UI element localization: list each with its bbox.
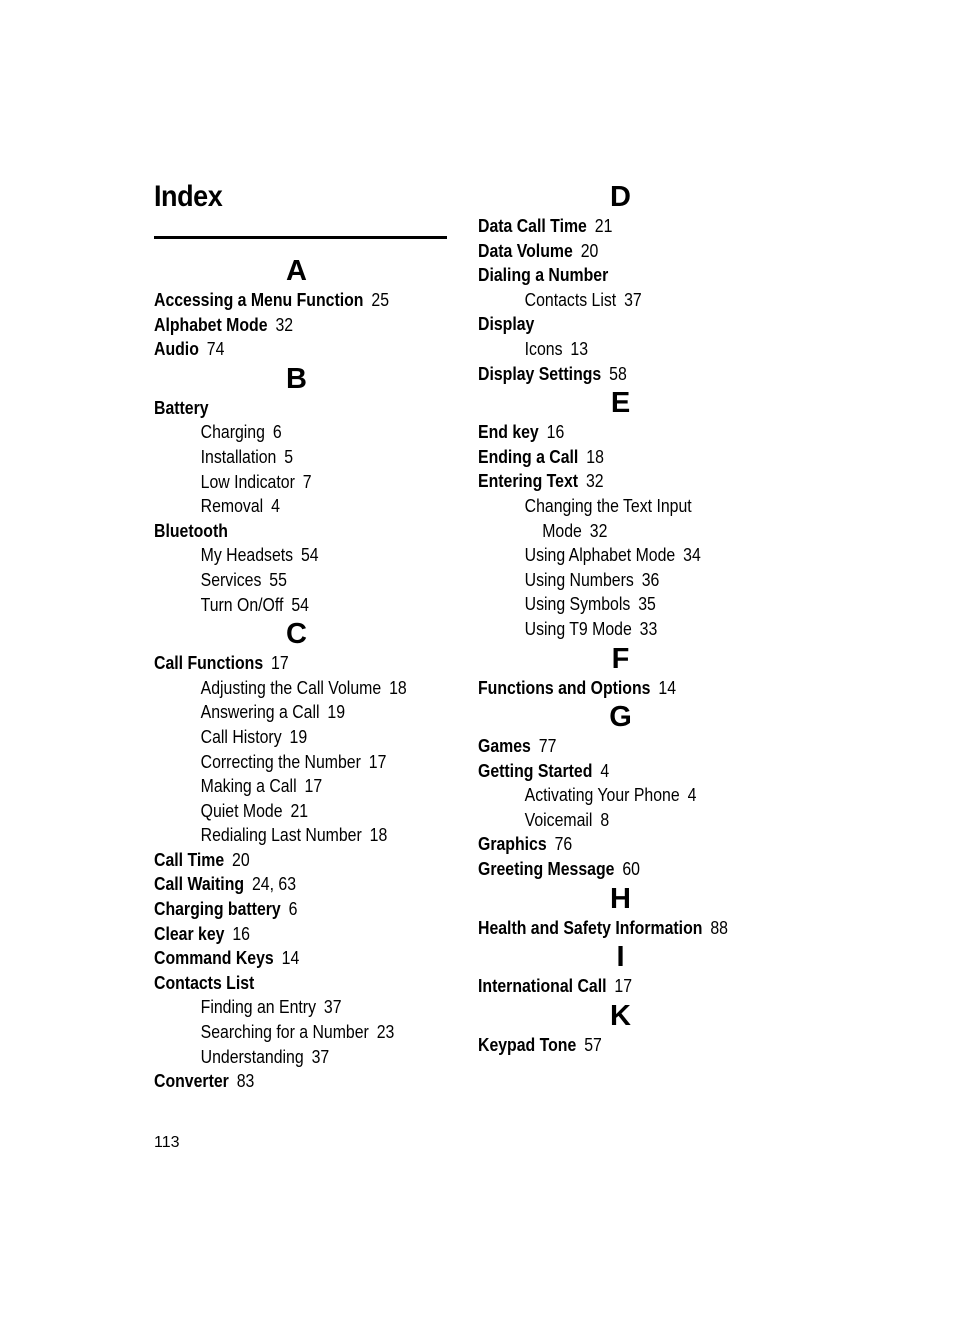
index-entry	[478, 676, 736, 701]
index-entry	[154, 1069, 412, 1094]
entry-term: Turn On/Off	[200, 594, 284, 615]
entry-term: Icons	[524, 338, 563, 359]
entry-term: Understanding	[200, 1046, 304, 1067]
entry-page-ref: 19	[327, 702, 346, 723]
entry-page-ref: 21	[290, 800, 309, 821]
entry-term: Using T9 Mode	[524, 618, 632, 639]
entry-page-ref: 6	[272, 422, 282, 443]
entry-page-ref: 25	[371, 290, 390, 310]
entry-term: Health and Safety Information	[478, 917, 703, 938]
index-entry	[478, 420, 736, 445]
entry-term: Accessing a Menu Function	[154, 290, 364, 310]
entry-term: Clear key	[154, 923, 225, 944]
entry-term: Quiet Mode	[200, 800, 283, 821]
index-entry	[478, 312, 736, 337]
entry-term: Converter	[154, 1071, 229, 1092]
entry-term: Redialing Last Number	[200, 825, 362, 846]
entry-term: International Call	[478, 976, 607, 997]
index-column-right	[478, 180, 771, 1057]
index-column-left	[154, 254, 447, 1094]
entry-term: Removal	[200, 496, 264, 517]
entry-term: Finding an Entry	[200, 997, 316, 1018]
index-subentry	[478, 519, 736, 544]
entry-term: Getting Started	[478, 760, 593, 781]
index-entry	[154, 922, 412, 947]
index-subentry	[154, 568, 412, 593]
entry-term: Display	[478, 314, 535, 335]
section-letter: K	[610, 999, 631, 1032]
entry-page-ref: 17	[368, 751, 387, 772]
index-subentry	[154, 445, 412, 470]
title-divider	[154, 236, 447, 239]
index-entry	[478, 469, 736, 494]
entry-term: Installation	[200, 446, 277, 467]
index-subentry	[154, 995, 412, 1020]
index-subentry	[154, 750, 412, 775]
index-entry	[154, 313, 412, 338]
entry-term: Services	[200, 569, 262, 590]
entry-term: Contacts List	[154, 972, 255, 993]
index-entry	[478, 1033, 736, 1058]
index-entry	[478, 362, 736, 387]
entry-term: Battery	[154, 397, 209, 418]
index-subentry	[154, 700, 412, 725]
entry-page-ref: 34	[683, 545, 701, 566]
index-subentry	[478, 592, 736, 617]
entry-term: Data Call Time	[478, 216, 587, 236]
index-subentry	[478, 337, 736, 362]
entry-page-ref: 14	[658, 677, 677, 698]
section-letter: E	[610, 387, 631, 420]
entry-page-ref: 16	[232, 923, 251, 944]
entry-term: Command Keys	[154, 948, 274, 969]
entry-page-ref: 32	[585, 471, 604, 492]
entry-term: Changing the Text Input	[524, 495, 692, 516]
entry-page-ref: 88	[710, 917, 728, 938]
entry-term: Charging	[200, 422, 265, 443]
entry-term: Using Alphabet Mode	[524, 545, 676, 566]
entry-page-ref: 55	[269, 569, 287, 590]
entry-page-ref: 58	[609, 363, 627, 384]
entry-page-ref: 54	[291, 594, 309, 615]
index-entry	[154, 872, 412, 897]
section-letter: D	[610, 181, 631, 213]
entry-term: Data Volume	[478, 240, 573, 261]
page-title: Index	[154, 180, 223, 213]
index-subentry	[154, 799, 412, 824]
entry-page-ref: 20	[580, 240, 599, 261]
entry-term: Alphabet Mode	[154, 314, 268, 335]
index-entry	[478, 734, 736, 759]
entry-page-ref: 4	[271, 496, 280, 517]
entry-term: Voicemail	[524, 809, 593, 830]
index-subentry	[154, 725, 412, 750]
entry-page-ref: 13	[570, 338, 589, 359]
entry-term: Call Waiting	[154, 874, 245, 895]
entry-page-ref: 16	[546, 422, 565, 443]
entry-term: Low Indicator	[200, 471, 295, 492]
index-subentry	[478, 783, 736, 808]
entry-page-ref: 24, 63	[251, 874, 297, 895]
entry-term: Charging battery	[154, 899, 281, 920]
index-entry	[478, 974, 736, 999]
entry-term: Greeting Message	[478, 859, 615, 880]
index-entry	[478, 857, 736, 882]
index-entry	[154, 337, 412, 362]
index-entry	[154, 651, 412, 676]
section-letter: B	[286, 362, 307, 395]
index-subentry	[154, 1020, 412, 1045]
section-letter: I	[616, 941, 625, 974]
entry-page-ref: 83	[236, 1071, 255, 1092]
entry-term: Using Symbols	[524, 594, 631, 615]
entry-page-ref: 32	[589, 520, 608, 541]
entry-term: Ending a Call	[478, 446, 579, 467]
index-subentry	[478, 617, 736, 642]
index-subentry	[154, 470, 412, 495]
entry-page-ref: 4	[600, 760, 610, 781]
entry-term: Audio	[154, 339, 199, 360]
entry-page-ref: 23	[376, 1022, 395, 1043]
entry-page-ref: 18	[586, 446, 604, 467]
entry-page-ref: 4	[687, 785, 697, 806]
entry-page-ref: 18	[389, 677, 407, 698]
index-entry	[154, 848, 412, 873]
entry-page-ref: 18	[369, 825, 388, 846]
index-entry	[154, 396, 412, 421]
page-number: 113	[154, 1134, 180, 1151]
entry-term: Functions and Options	[478, 677, 651, 698]
section-letter: C	[286, 618, 307, 651]
index-entry	[478, 445, 736, 470]
entry-page-ref: 17	[271, 653, 289, 674]
entry-term: Correcting the Number	[200, 751, 361, 772]
entry-term: Activating Your Phone	[524, 785, 680, 806]
entry-page-ref: 37	[323, 997, 342, 1018]
entry-term: Call Time	[154, 849, 225, 870]
index-subentry	[154, 494, 412, 519]
index-subentry	[478, 494, 736, 519]
index-subentry	[154, 676, 412, 701]
entry-page-ref: 77	[538, 736, 557, 757]
entry-page-ref: 14	[281, 948, 300, 969]
index-subentry	[154, 823, 412, 848]
entry-term: Keypad Tone	[478, 1034, 577, 1055]
entry-term: Mode	[542, 520, 582, 541]
index-entry	[478, 759, 736, 784]
entry-term: Call Functions	[154, 653, 264, 674]
index-subentry	[478, 568, 736, 593]
entry-term: Display Settings	[478, 363, 602, 384]
entry-term: Graphics	[478, 834, 547, 855]
entry-term: Bluetooth	[154, 520, 228, 541]
index-subentry	[478, 288, 736, 313]
entry-term: Contacts List	[524, 289, 617, 310]
index-entry	[154, 288, 412, 313]
entry-term: My Headsets	[200, 545, 294, 566]
index-entry	[478, 214, 736, 239]
entry-page-ref: 37	[624, 289, 642, 310]
entry-page-ref: 5	[284, 446, 294, 467]
entry-page-ref: 21	[594, 216, 613, 236]
index-entry	[478, 239, 736, 264]
entry-term: Dialing a Number	[478, 265, 609, 286]
entry-page-ref: 19	[289, 726, 308, 747]
entry-term: End key	[478, 422, 539, 443]
index-entry	[478, 263, 736, 288]
index-entry	[154, 971, 412, 996]
index-subentry	[154, 1045, 412, 1070]
entry-term: Entering Text	[478, 471, 579, 492]
entry-page-ref: 74	[206, 339, 225, 360]
entry-term: Using Numbers	[524, 569, 634, 590]
entry-page-ref: 60	[622, 859, 641, 880]
entry-page-ref: 7	[302, 471, 312, 492]
entry-page-ref: 76	[554, 834, 573, 855]
entry-term: Answering a Call	[200, 702, 320, 723]
entry-page-ref: 35	[638, 594, 656, 615]
index-subentry	[154, 543, 412, 568]
entry-page-ref: 17	[304, 776, 323, 797]
index-subentry	[154, 774, 412, 799]
index-subentry	[478, 543, 736, 568]
entry-page-ref: 8	[600, 809, 610, 830]
index-entry	[154, 897, 412, 922]
entry-page-ref: 54	[301, 545, 319, 566]
index-subentry	[154, 420, 412, 445]
entry-term: Call History	[200, 726, 282, 747]
section-letter: H	[610, 882, 631, 915]
entry-page-ref: 32	[275, 314, 294, 335]
entry-term: Adjusting the Call Volume	[200, 677, 382, 698]
index-entry	[154, 946, 412, 971]
entry-page-ref: 17	[614, 976, 633, 997]
index-entry	[154, 519, 412, 544]
entry-page-ref: 57	[584, 1034, 602, 1055]
entry-page-ref: 33	[639, 618, 658, 639]
entry-page-ref: 6	[288, 899, 298, 920]
entry-term: Games	[478, 736, 531, 757]
entry-term: Searching for a Number	[200, 1022, 369, 1043]
entry-page-ref: 37	[311, 1046, 330, 1067]
index-entry	[478, 832, 736, 857]
section-letter: G	[609, 701, 632, 734]
entry-page-ref: 36	[641, 569, 660, 590]
section-letter: A	[286, 255, 307, 287]
index-entry	[478, 916, 736, 941]
index-subentry	[478, 808, 736, 833]
entry-term: Making a Call	[200, 776, 297, 797]
section-letter: F	[611, 642, 630, 675]
entry-page-ref: 20	[232, 849, 250, 870]
index-subentry	[154, 593, 412, 618]
